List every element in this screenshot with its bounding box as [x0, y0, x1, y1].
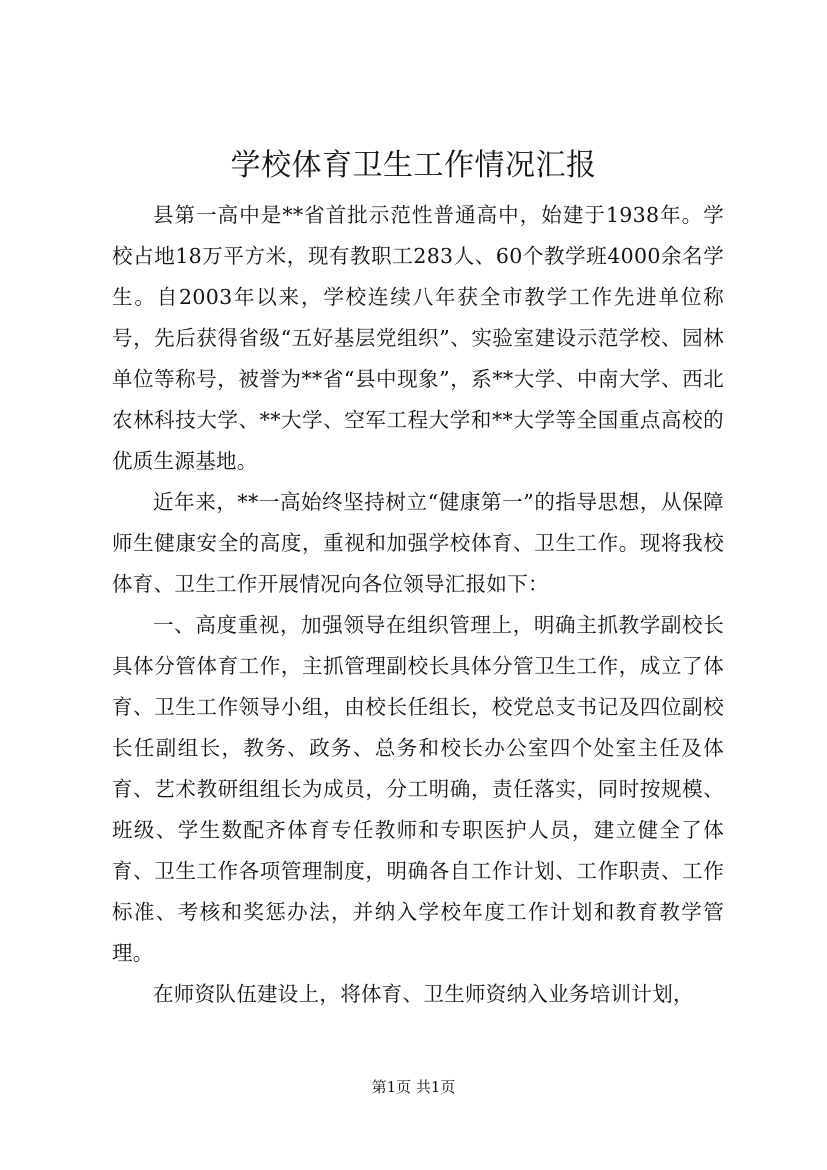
document-title: 学校体育卫生工作情况汇报 [230, 148, 597, 183]
paragraph-leadership: 一、高度重视，加强领导在组织管理上，明确主抓教学副校长具体分管体育工作，主抓管理副校长具体分管卫生工作，成立了体育、卫生工作领导小组，由校长任组长，校党总支书记及四位副校长任副组长，教务、政务、总务和校长办公室四个处室主任及体育、艺术教研组组长为成员，分工明确，责任落实，同时按规模、班级、学生数配齐体育专任教师和专职医护人员，建立健全了体育、卫生工作各项管理制度，明确各自工作计划、工作职责、工作标准、考核和奖惩办法，并纳入学校年度工作计划和教育教学管理。 [112, 613, 724, 965]
paragraph-school-intro: 县第一高中是**省首批示范性普通高中，始建于1938年。学校占地18万平方米，现有教职工283人、60个教学班4000余名学生。自2003年以来，学校连续八年获全市教学工作先进单位称号，先后获得省级“五好基层党组织”、实验室建设示范学校、园林单位等称号，被誉为**省“县中现象”，系**大学、中南大学、西北农林科技大学、**大学、空军工程大学和**大学等全国重点高校的优质生源基地。 [112, 203, 724, 473]
page-footer: 第1页 共1页 [371, 1078, 456, 1096]
document-body [112, 195, 724, 1015]
paragraph-guiding-idea: 近年来，**一高始终坚持树立“健康第一”的指导思想，从保障师生健康安全的高度，重视和加强学校体育、卫生工作。现将我校体育、卫生工作开展情况向各位领导汇报如下： [112, 490, 724, 596]
paragraph-teacher-training: 在师资队伍建设上，将体育、卫生师资纳入业务培训计划， [153, 982, 694, 1006]
